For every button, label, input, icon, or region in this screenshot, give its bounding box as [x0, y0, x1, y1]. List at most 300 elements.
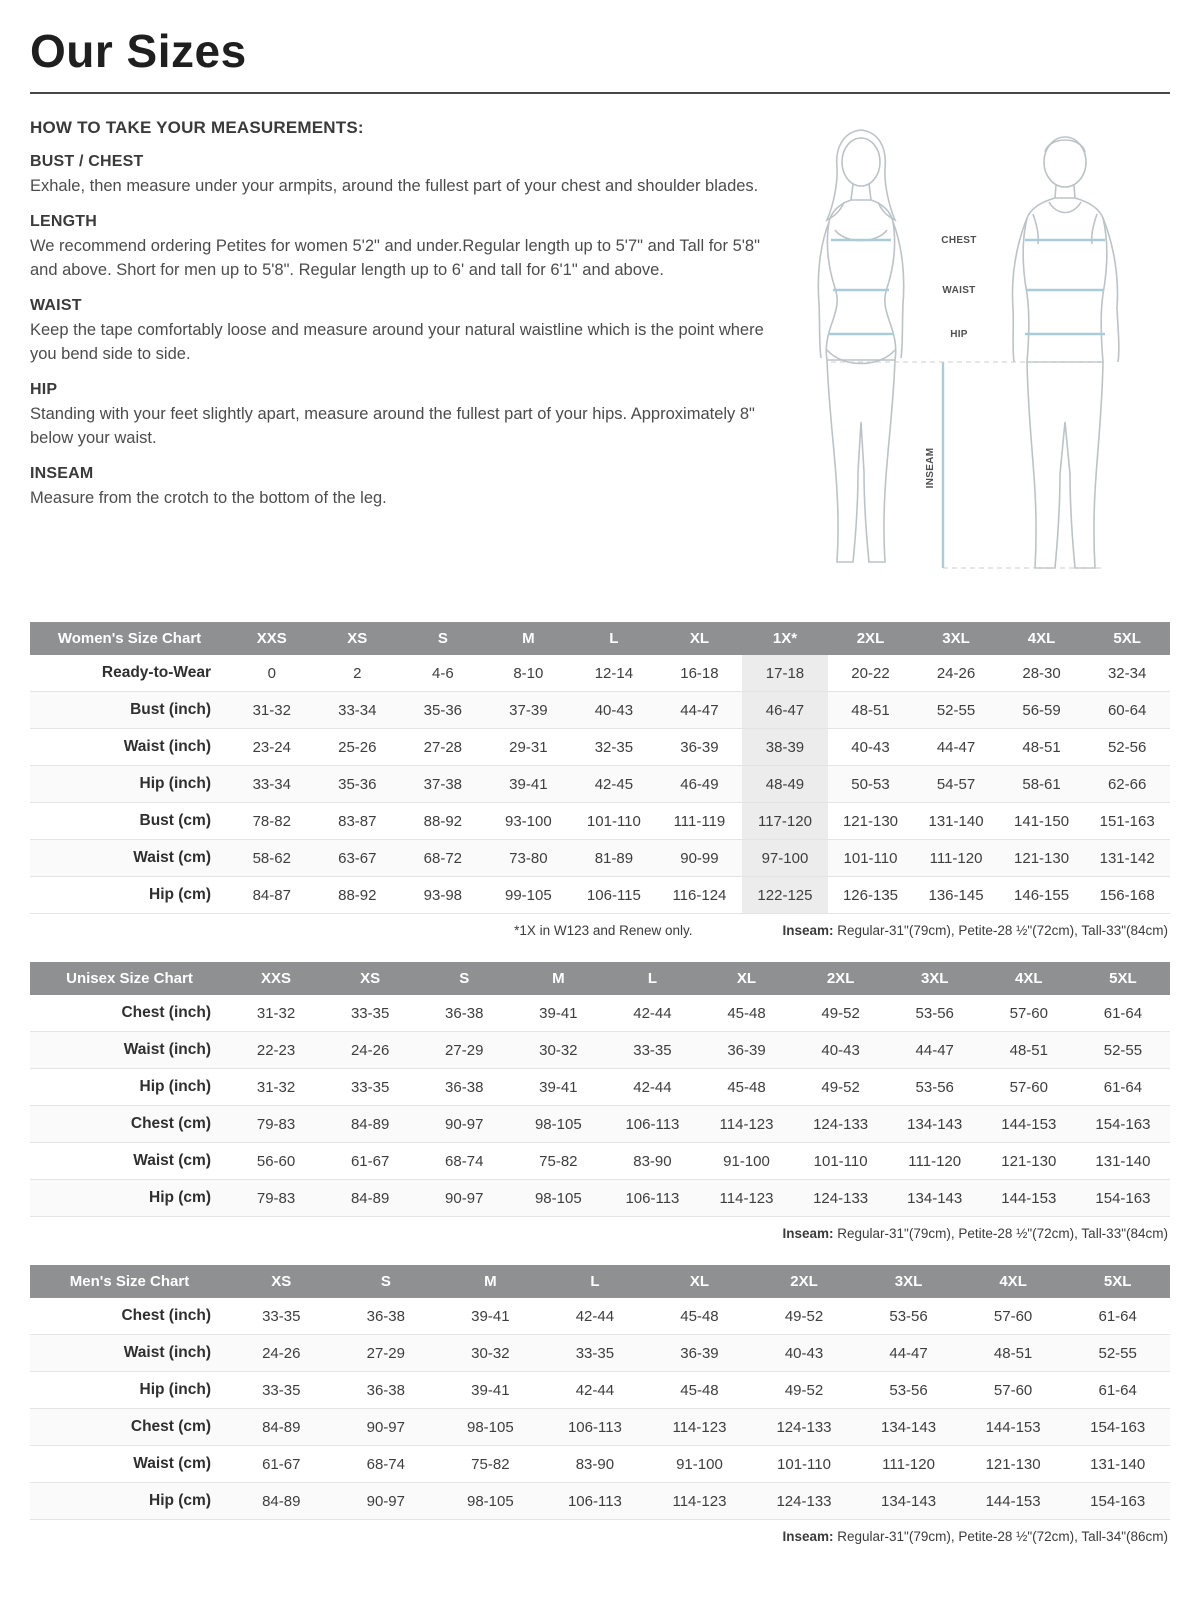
instruction-body: Keep the tape comfortably loose and measure around your natural waistline which is the point where you bend side to side.: [30, 321, 764, 363]
column-header: S: [334, 1265, 439, 1298]
table-row: [30, 655, 1170, 692]
size-cell: 35-36: [338, 775, 377, 793]
size-cell: 48-51: [1009, 1041, 1048, 1059]
column-header: L: [571, 622, 657, 655]
size-cell: 61-64: [1103, 1078, 1143, 1096]
size-cell: 0: [267, 664, 276, 682]
size-cell: 131-140: [1090, 1455, 1146, 1473]
size-cell: 63-67: [338, 849, 377, 867]
size-cell: 22-23: [256, 1041, 296, 1059]
size-cell: 27-29: [366, 1344, 405, 1362]
inseam-note-label: Inseam:: [782, 923, 834, 938]
size-cell: 131-140: [1095, 1152, 1151, 1170]
size-cell: 93-100: [505, 812, 552, 830]
size-cell: 144-153: [985, 1418, 1041, 1436]
size-cell: 131-142: [1099, 849, 1155, 867]
column-header: 4XL: [999, 622, 1085, 655]
size-cell: 45-48: [680, 1307, 719, 1325]
mens-chart-notes: [30, 1520, 1170, 1546]
table-title: Women's Size Chart: [30, 622, 229, 655]
size-cell: 88-92: [338, 886, 377, 904]
column-header: XXS: [229, 962, 323, 995]
size-cell: 101-110: [777, 1455, 831, 1473]
size-cell: 52-55: [1103, 1041, 1143, 1059]
size-cell: 2: [353, 664, 362, 682]
mens-size-chart-block: [30, 1265, 1170, 1546]
column-header: M: [438, 1265, 543, 1298]
column-header: XS: [323, 962, 417, 995]
size-cell: 90-97: [366, 1492, 405, 1510]
size-cell: 88-92: [423, 812, 463, 830]
size-cell: 90-97: [366, 1418, 405, 1436]
size-cell: 98-105: [467, 1492, 514, 1510]
size-cell: 29-31: [509, 738, 548, 756]
unisex-chart-notes: [30, 1217, 1170, 1243]
measurement-diagram: [775, 118, 1170, 592]
size-cell: 121-130: [1001, 1152, 1057, 1170]
row-label: Waist (inch): [123, 1041, 211, 1058]
size-cell: 68-74: [445, 1152, 484, 1170]
size-cell: 49-52: [784, 1381, 824, 1399]
row-label: Bust (cm): [139, 812, 211, 829]
size-cell: 84-89: [262, 1492, 301, 1510]
row-label: Hip (inch): [139, 1078, 211, 1095]
size-cell: 134-143: [881, 1492, 937, 1510]
size-cell: 52-55: [1098, 1344, 1137, 1362]
size-table: [30, 622, 1170, 914]
guide-lines: [831, 362, 1103, 568]
column-header: 2XL: [828, 622, 914, 655]
size-cell: 38-39: [742, 729, 828, 766]
size-cell: 42-44: [575, 1381, 615, 1399]
size-cell: 45-48: [727, 1078, 766, 1096]
size-cell: 124-133: [776, 1492, 832, 1510]
column-header: 3XL: [913, 622, 999, 655]
size-cell: 61-67: [262, 1455, 301, 1473]
row-label: Ready-to-Wear: [101, 664, 211, 681]
unisex-size-chart-block: [30, 962, 1170, 1243]
size-cell: 52-56: [1107, 738, 1147, 756]
size-cell: 45-48: [727, 1004, 766, 1022]
table-row: [30, 1180, 1170, 1217]
instruction-body: We recommend ordering Petites for women 5'2" and under.Regular length up to 5'7" and Tall for 5'8" and above. Short for men up to 5'8". Regular length up to 6' and tall for 6'1" and above.: [30, 237, 760, 279]
row-label: Chest (cm): [130, 1418, 211, 1435]
size-cell: 154-163: [1090, 1492, 1146, 1510]
size-cell: 124-133: [776, 1418, 832, 1436]
size-cell: 101-110: [813, 1152, 868, 1170]
size-cell: 84-89: [350, 1189, 390, 1207]
inseam-note-label: Inseam:: [782, 1226, 834, 1241]
size-cell: 16-18: [680, 664, 719, 682]
size-cell: 121-130: [1014, 849, 1070, 867]
footnote-1x: *1X in W123 and Renew only.: [514, 923, 693, 938]
size-cell: 83-87: [338, 812, 377, 830]
size-cell: 136-145: [928, 886, 984, 904]
size-cell: 79-83: [256, 1115, 296, 1133]
table-row: [30, 840, 1170, 877]
table-row: [30, 1143, 1170, 1180]
inseam-note-text: Regular-31"(79cm), Petite-28 ½"(72cm), Tall-33"(84cm): [833, 1226, 1168, 1241]
table-row: [30, 877, 1170, 914]
column-header: XL: [657, 622, 743, 655]
size-cell: 58-61: [1022, 775, 1061, 793]
column-header: 2XL: [752, 1265, 857, 1298]
instruction-body: Measure from the crotch to the bottom of the leg.: [30, 488, 387, 507]
size-cell: 31-32: [252, 701, 291, 719]
column-header: M: [511, 962, 605, 995]
size-cell: 45-48: [680, 1381, 719, 1399]
size-cell: 39-41: [539, 1004, 578, 1022]
size-cell: 106-113: [567, 1418, 622, 1436]
column-header: 4XL: [961, 1265, 1066, 1298]
size-cell: 121-130: [985, 1455, 1041, 1473]
size-cell: 33-34: [252, 775, 291, 793]
size-cell: 32-35: [594, 738, 634, 756]
inseam-note: [782, 923, 1168, 938]
table-row: [30, 729, 1170, 766]
size-cell: 79-83: [256, 1189, 296, 1207]
size-cell: 31-32: [256, 1078, 296, 1096]
size-cell: 36-38: [366, 1307, 405, 1325]
size-cell: 52-55: [936, 701, 976, 719]
row-label: Chest (inch): [121, 1004, 211, 1021]
table-row: [30, 803, 1170, 840]
size-cell: 48-49: [742, 766, 828, 803]
instruction-title: LENGTH: [30, 213, 97, 231]
table-title: Unisex Size Chart: [30, 962, 229, 995]
row-label: Waist (cm): [133, 849, 211, 866]
row-label: Hip (inch): [139, 775, 211, 792]
size-cell: 111-120: [882, 1455, 935, 1473]
column-header: S: [400, 622, 486, 655]
chest-label: CHEST: [940, 235, 977, 246]
size-cell: 101-110: [843, 849, 898, 867]
instruction-inseam: [30, 465, 775, 510]
size-cell: 20-22: [851, 664, 890, 682]
size-cell: 57-60: [1009, 1004, 1048, 1022]
size-cell: 68-74: [366, 1455, 405, 1473]
size-cell: 49-52: [784, 1307, 824, 1325]
size-cell: 42-44: [633, 1078, 672, 1096]
size-cell: 12-14: [594, 664, 634, 682]
instruction-title: BUST / CHEST: [30, 153, 144, 170]
size-cell: 40-43: [821, 1041, 860, 1059]
size-cell: 114-123: [719, 1189, 774, 1207]
womens-size-chart-block: [30, 622, 1170, 940]
size-cell: 33-35: [350, 1004, 390, 1022]
column-header: S: [417, 962, 511, 995]
size-cell: 37-39: [509, 701, 548, 719]
size-cell: 134-143: [881, 1418, 937, 1436]
size-cell: 61-64: [1098, 1307, 1137, 1325]
inseam-note-label: Inseam:: [782, 1529, 834, 1544]
size-cell: 48-51: [851, 701, 890, 719]
size-cell: 81-89: [594, 849, 634, 867]
row-label: Bust (inch): [130, 701, 211, 718]
column-header: XS: [229, 1265, 334, 1298]
size-cell: 61-67: [350, 1152, 390, 1170]
size-cell: 17-18: [742, 655, 828, 692]
size-cell: 144-153: [985, 1492, 1041, 1510]
size-cell: 40-43: [851, 738, 890, 756]
size-cell: 39-41: [509, 775, 548, 793]
table-row: [30, 1483, 1170, 1520]
size-cell: 61-64: [1098, 1381, 1137, 1399]
size-cell: 23-24: [252, 738, 291, 756]
table-row: [30, 766, 1170, 803]
header-row: [30, 622, 1170, 655]
womens-size-chart-table-wrap: [30, 622, 1170, 914]
size-cell: 27-28: [423, 738, 463, 756]
size-cell: 111-119: [673, 812, 726, 830]
row-label: Waist (cm): [133, 1152, 211, 1169]
size-cell: 101-110: [586, 812, 641, 830]
table-row: [30, 1335, 1170, 1372]
size-cell: 117-120: [742, 803, 828, 840]
page-title: Our Sizes: [30, 25, 247, 77]
column-header: 5XL: [1084, 622, 1170, 655]
table-row: [30, 692, 1170, 729]
size-cell: 73-80: [509, 849, 548, 867]
row-label: Waist (cm): [133, 1455, 211, 1472]
table-row: [30, 1372, 1170, 1409]
size-cell: 40-43: [594, 701, 634, 719]
size-cell: 141-150: [1014, 812, 1070, 830]
size-cell: 126-135: [842, 886, 899, 904]
size-cell: 98-105: [534, 1115, 582, 1133]
column-header: 2XL: [794, 962, 888, 995]
size-cell: 58-62: [252, 849, 291, 867]
row-label: Hip (cm): [149, 886, 211, 903]
size-cell: 54-57: [936, 775, 976, 793]
size-cell: 53-56: [889, 1307, 928, 1325]
size-cell: 42-44: [575, 1307, 615, 1325]
body-measurement-illustration: [783, 122, 1163, 592]
size-cell: 44-47: [915, 1041, 954, 1059]
size-cell: 83-90: [575, 1455, 615, 1473]
table-row: [30, 1298, 1170, 1335]
size-cell: 144-153: [1001, 1189, 1057, 1207]
size-cell: 116-124: [672, 886, 727, 904]
size-cell: 44-47: [889, 1344, 928, 1362]
size-cell: 32-34: [1107, 664, 1147, 682]
size-cell: 97-100: [742, 840, 828, 877]
size-cell: 106-115: [586, 886, 641, 904]
size-cell: 154-163: [1095, 1115, 1151, 1133]
size-cell: 24-26: [936, 664, 976, 682]
inseam-note: [782, 1226, 1168, 1241]
instruction-body: Exhale, then measure under your armpits, around the fullest part of your chest and shoulder blades.: [30, 177, 759, 195]
measurement-instructions-section: [30, 118, 1170, 592]
size-cell: 57-60: [993, 1381, 1033, 1399]
size-cell: 49-52: [821, 1078, 860, 1096]
size-cell: 30-32: [539, 1041, 578, 1059]
man-figure: [1012, 137, 1118, 568]
size-cell: 27-29: [445, 1041, 484, 1059]
instructions-heading: HOW TO TAKE YOUR MEASUREMENTS:: [30, 118, 364, 137]
size-cell: 48-51: [993, 1344, 1033, 1362]
size-cell: 90-99: [680, 849, 719, 867]
table-row: [30, 1446, 1170, 1483]
inseam-label: INSEAM: [924, 447, 936, 489]
instruction-waist: [30, 297, 775, 366]
size-cell: 42-45: [594, 775, 634, 793]
size-cell: 33-34: [338, 701, 377, 719]
size-cell: 57-60: [1009, 1078, 1048, 1096]
row-label: Chest (cm): [130, 1115, 211, 1132]
row-label: Hip (inch): [139, 1381, 211, 1398]
size-cell: 91-100: [723, 1152, 770, 1170]
column-header: XL: [699, 962, 793, 995]
size-cell: 61-64: [1103, 1004, 1143, 1022]
size-cell: 50-53: [851, 775, 890, 793]
size-cell: 36-39: [727, 1041, 766, 1059]
size-cell: 90-97: [445, 1115, 484, 1133]
hip-label: HIP: [949, 329, 968, 340]
size-cell: 39-41: [471, 1307, 510, 1325]
size-cell: 93-98: [423, 886, 463, 904]
size-cell: 98-105: [534, 1189, 582, 1207]
column-header: 3XL: [856, 1265, 961, 1298]
unisex-size-chart-table-wrap: [30, 962, 1170, 1217]
size-cell: 39-41: [471, 1381, 510, 1399]
size-cell: 36-39: [680, 1344, 719, 1362]
size-cell: 33-35: [350, 1078, 390, 1096]
size-cell: 84-87: [252, 886, 291, 904]
size-cell: 33-35: [262, 1307, 301, 1325]
size-cell: 8-10: [513, 664, 544, 682]
size-cell: 36-39: [680, 738, 719, 756]
column-header: M: [486, 622, 572, 655]
womens-chart-notes: [30, 914, 1170, 940]
column-header: 1X*: [742, 622, 828, 655]
size-cell: 83-90: [633, 1152, 672, 1170]
column-header: XXS: [229, 622, 315, 655]
size-cell: 4-6: [431, 664, 454, 682]
size-cell: 37-38: [423, 775, 463, 793]
size-cell: 114-123: [672, 1492, 727, 1510]
instructions-column: [30, 118, 775, 510]
column-header: 4XL: [982, 962, 1076, 995]
size-cell: 48-51: [1022, 738, 1061, 756]
size-cell: 62-66: [1107, 775, 1147, 793]
size-cell: 134-143: [907, 1189, 963, 1207]
header-row: [30, 1265, 1170, 1298]
size-cell: 146-155: [1014, 886, 1070, 904]
size-cell: 114-123: [672, 1418, 727, 1436]
row-label: Waist (inch): [123, 1344, 211, 1361]
table-row: [30, 1409, 1170, 1446]
size-cell: 56-60: [256, 1152, 296, 1170]
size-cell: 106-113: [625, 1115, 680, 1133]
table-title: Men's Size Chart: [30, 1265, 229, 1298]
size-charts-section: [30, 622, 1170, 1546]
instruction-title: HIP: [30, 381, 58, 399]
row-label: Hip (cm): [149, 1492, 211, 1509]
column-header: XS: [315, 622, 401, 655]
size-cell: 106-113: [625, 1189, 680, 1207]
waist-label: WAIST: [941, 285, 976, 296]
size-cell: 98-105: [467, 1418, 514, 1436]
size-cell: 53-56: [889, 1381, 928, 1399]
size-cell: 111-120: [908, 1152, 962, 1170]
instruction-bust-chest: [30, 153, 775, 198]
size-cell: 121-130: [842, 812, 899, 830]
size-cell: 33-35: [262, 1381, 301, 1399]
size-cell: 68-72: [423, 849, 463, 867]
size-cell: 154-163: [1095, 1189, 1151, 1207]
size-cell: 151-163: [1099, 812, 1155, 830]
size-cell: 84-89: [350, 1115, 390, 1133]
table-row: [30, 1106, 1170, 1143]
size-cell: 56-59: [1022, 701, 1061, 719]
size-cell: 24-26: [262, 1344, 301, 1362]
size-cell: 60-64: [1107, 701, 1147, 719]
size-cell: 124-133: [813, 1115, 869, 1133]
size-cell: 39-41: [539, 1078, 578, 1096]
size-cell: 156-168: [1099, 886, 1155, 904]
size-cell: 53-56: [915, 1004, 954, 1022]
size-table: [30, 1265, 1170, 1520]
instruction-title: WAIST: [30, 297, 82, 315]
size-cell: 75-82: [539, 1152, 578, 1170]
size-cell: 36-38: [445, 1004, 484, 1022]
size-table: [30, 962, 1170, 1217]
size-cell: 46-47: [742, 692, 828, 729]
inseam-note-text: Regular-31"(79cm), Petite-28 ½"(72cm), Tall-34"(86cm): [833, 1529, 1168, 1544]
column-header: 3XL: [888, 962, 982, 995]
size-cell: 99-105: [505, 886, 552, 904]
column-header: 5XL: [1065, 1265, 1170, 1298]
instruction-body: Standing with your feet slightly apart, measure around the fullest part of your hips. Approximately 8" below your waist.: [30, 405, 755, 447]
inseam-note: [782, 1529, 1168, 1544]
size-cell: 78-82: [252, 812, 291, 830]
size-cell: 33-35: [633, 1041, 672, 1059]
instruction-length: [30, 213, 775, 282]
size-cell: 31-32: [256, 1004, 296, 1022]
size-cell: 28-30: [1022, 664, 1061, 682]
woman-figure: [818, 130, 903, 562]
size-cell: 44-47: [936, 738, 976, 756]
mens-size-chart-table-wrap: [30, 1265, 1170, 1520]
size-cell: 53-56: [915, 1078, 954, 1096]
size-cell: 84-89: [262, 1418, 301, 1436]
table-row: [30, 995, 1170, 1032]
size-cell: 91-100: [676, 1455, 723, 1473]
size-cell: 33-35: [575, 1344, 615, 1362]
size-cell: 75-82: [471, 1455, 510, 1473]
size-cell: 49-52: [821, 1004, 860, 1022]
size-cell: 42-44: [633, 1004, 672, 1022]
size-cell: 131-140: [928, 812, 984, 830]
size-cell: 36-38: [366, 1381, 405, 1399]
size-cell: 154-163: [1090, 1418, 1146, 1436]
size-cell: 144-153: [1001, 1115, 1057, 1133]
size-cell: 46-49: [680, 775, 719, 793]
table-row: [30, 1069, 1170, 1106]
instruction-hip: [30, 381, 775, 450]
column-header: XL: [647, 1265, 752, 1298]
size-cell: 57-60: [993, 1307, 1033, 1325]
size-cell: 111-120: [929, 849, 983, 867]
size-cell: 122-125: [742, 877, 828, 914]
size-cell: 134-143: [907, 1115, 963, 1133]
row-label: Waist (inch): [123, 738, 211, 755]
size-cell: 114-123: [719, 1115, 774, 1133]
size-cell: 35-36: [423, 701, 463, 719]
size-cell: 36-38: [445, 1078, 484, 1096]
size-cell: 124-133: [813, 1189, 869, 1207]
